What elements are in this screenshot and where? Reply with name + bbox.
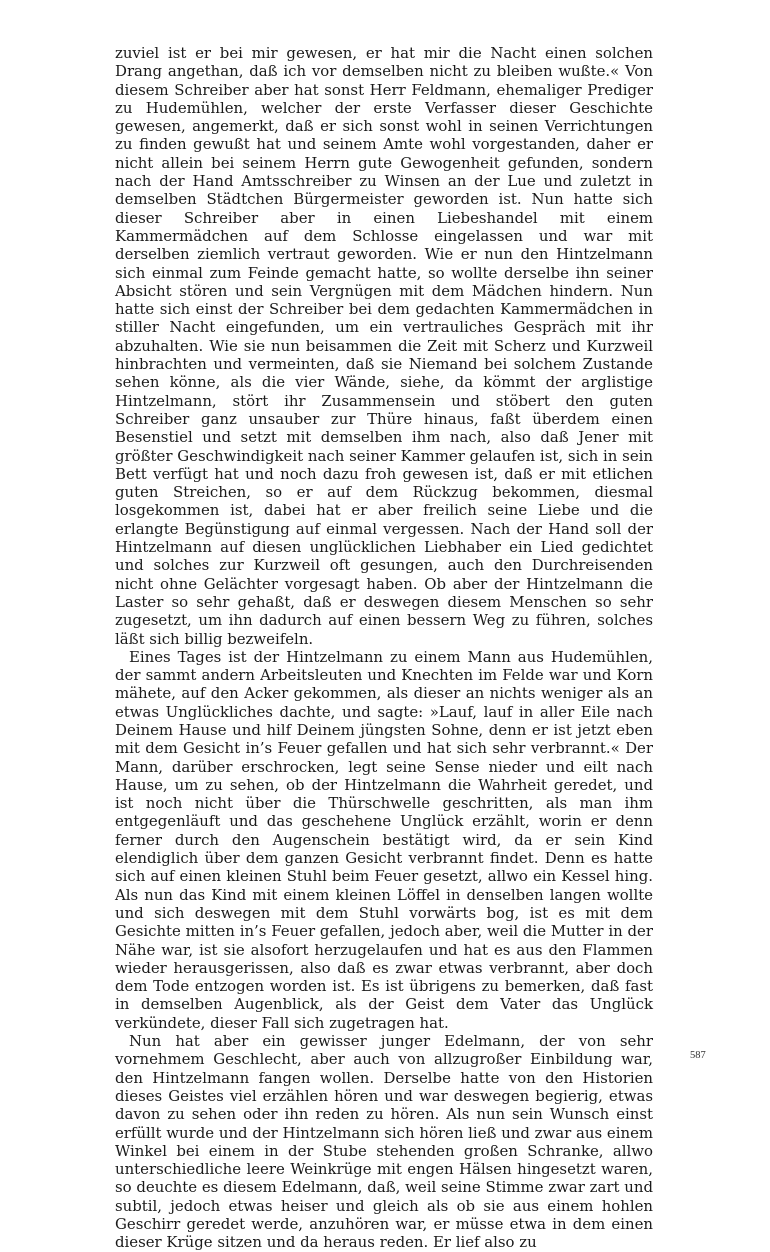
paragraph: zuviel ist er bei mir gewesen, er hat mir die Nacht einen solchen Drang angethan, daß ich vor demselben nicht zu bleiben wußte.« Von diesem Schreiber aber hat sonst Herr Feldmann, ehemaliger Prediger zu Hudemühlen, welcher der erste Verfasser dieser Geschichte gewesen, angemerkt, daß er sich sonst wohl in seinen Verrichtungen zu finden gewußt hat und seinem Amte wohl vorgestanden, daher er nicht allein bei seinem Herrn gute Gewogenheit gefunden, sondern nach der Hand Amtsschreiber zu Winsen an der Lue und zuletzt in demselben Städtchen Bürgermeister geworden ist. Nun hatte sich dieser Schreiber aber in einen Liebeshandel mit einem Kammermädchen auf dem Schlosse eingelassen und war mit derselben ziemlich vertraut geworden. Wie er nun den Hintzelmann sich einmal zum Feinde gemacht hatte, so wollte derselbe ihn seiner Absicht stören und sein Vergnügen mit dem Mädchen hindern. Nun hatte sich einst der Schreiber bei dem gedachten Kammermädchen in stiller Nacht eingefunden, um ein vertrauliches Gespräch mit ihr abzuhalten. Wie sie nun beisammen die Zeit mit Scherz und Kurzweil hinbrachten und vermeinten, daß sie Niemand bei solchem Zustande sehen könne, als die vier Wände, siehe, da kömmt der arglistige Hintzelmann, stört ihr Zusammensein und stöbert den guten Schreiber ganz unsauber zur Thüre hinaus, faßt überdem einen Besenstiel und setzt mit demselben ihm nach, also daß Jener mit größter Geschwindigkeit nach seiner Kammer gelaufen ist, sich in sein Bett verfügt hat und noch dazu froh gewesen ist, daß er mit etlichen guten Streichen, so er auf dem Rückzug bekommen, diesmal losgekommen ist, dabei hat er aber freilich seine Liebe und die erlangte Begünstigung auf einmal vergessen. Nach der Hand soll der Hintzelmann auf diesen unglücklichen Liebhaber ein Lied gedichtet und solches zur Kurzweil oft gesungen, auch den Durchreisenden nicht ohne Gelächter vorgesagt haben. Ob aber der Hintzelmann die Laster so sehr gehaßt, daß er deswegen diesem Menschen so sehr zugesetzt, um ihn dadurch auf einen bessern Weg zu führen, solches läßt sich billig bezweifeln. (115, 44, 653, 648)
page-number: 587 (690, 1050, 706, 1061)
paragraph: Nun hat aber ein gewisser junger Edelmann, der von sehr vornehmem Geschlecht, aber auch von allzugroßer Einbildung war, den Hintzelmann fangen wollen. Derselbe hatte von den Historien dieses Geistes viel erzählen hören und war deswegen begierig, etwas davon zu sehen oder ihn reden zu hören. Als nun sein Wunsch einst erfüllt wurde und der Hintzelmann sich hören ließ und zwar aus einem Winkel bei einem in der Stube stehenden großen Schranke, allwo unterschiedliche leere Weinkrüge mit engen Hälsen hingesetzt waren, so deuchte es diesem Edelmann, daß, weil seine Stimme zwar zart und subtil, jedoch etwas heiser und gleich als ob sie aus einem hohlen Geschirr geredet werde, anzuhören war, er müsse etwa in dem einen dieser Krüge sitzen und da heraus reden. Er lief also zu (115, 1032, 653, 1252)
text-body (115, 44, 653, 1252)
paragraph: Eines Tages ist der Hintzelmann zu einem Mann aus Hudemühlen, der sammt andern Arbeitsleuten und Knechten im Felde war und Korn mähete, auf den Acker gekommen, als dieser an nichts weniger als an etwas Unglückliches dachte, und sagte: »Lauf, lauf in aller Eile nach Deinem Hause und hilf Deinem jüngsten Sohne, denn er ist jetzt eben mit dem Gesicht in’s Feuer gefallen und hat sich sehr verbrannt.« Der Mann, darüber erschrocken, legt seine Sense nieder und eilt nach Hause, um zu sehen, ob der Hintzelmann die Wahrheit geredet, und ist noch nicht über die Thürschwelle geschritten, als man ihm entgegenläuft und das geschehene Unglück erzählt, worin er denn ferner durch den Augenschein bestätigt wird, da er sein Kind elendiglich über dem ganzen Gesicht verbrannt findet. Denn es hatte sich auf einen kleinen Stuhl beim Feuer gesetzt, allwo ein Kessel hing. Als nun das Kind mit einem kleinen Löffel in denselben langen wollte und sich deswegen mit dem Stuhl vorwärts bog, ist es mit dem Gesichte mitten in’s Feuer gefallen, jedoch aber, weil die Mutter in der Nähe war, ist sie alsofort herzugelaufen und hat es aus den Flammen wieder herausgerissen, also daß es zwar etwas verbrannt, aber doch dem Tode entzogen worden ist. Es ist übrigens zu bemerken, daß fast in demselben Augenblick, als der Geist dem Vater das Unglück verkündete, dieser Fall sich zugetragen hat. (115, 647, 653, 1032)
